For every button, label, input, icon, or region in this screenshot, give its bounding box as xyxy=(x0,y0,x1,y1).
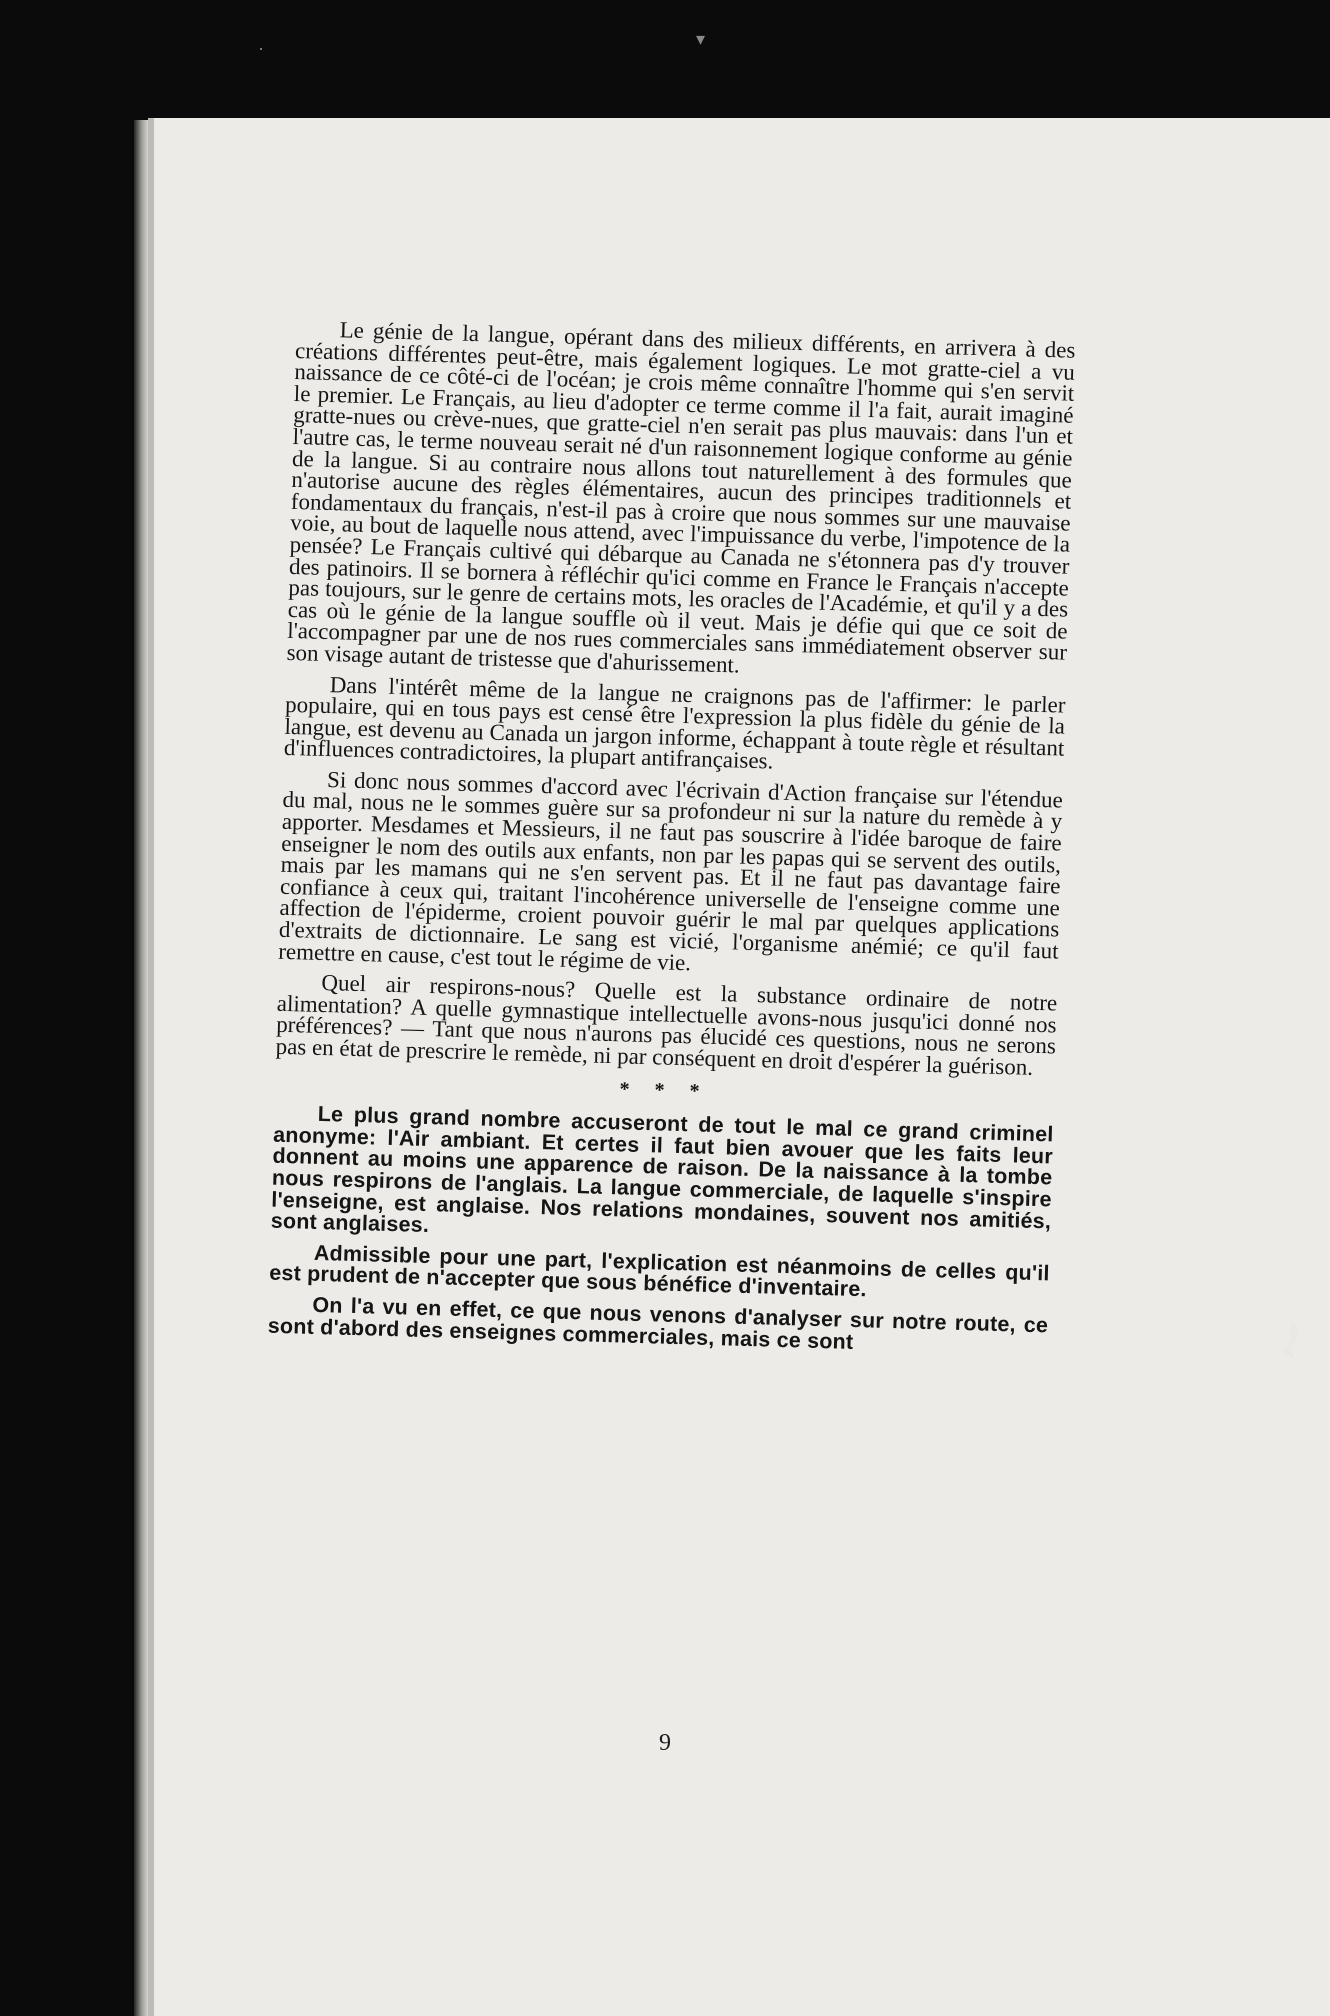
paragraph: Admissible pour une part, l'explication est néanmoins de celles qu'il est prudent de n'accepter que sous bénéfice d'inventaire. xyxy=(268,1240,1050,1302)
section-separator: * * * xyxy=(619,1077,710,1103)
paragraph: Dans l'intérêt même de la langue ne craignons pas de l'affirmer: le parler populaire, qui en tous pays est censé être l'expression la plus fidèle du génie de la langue, est devenu au Canada un jargon informe, échappant à toute règle et résultant d'influences contradictoires, la plupart antifrançaises. xyxy=(283,671,1066,774)
paragraph: Si donc nous sommes d'accord avec l'écrivain d'Action française sur l'étendue du mal, nous ne le sommes guère sur sa profondeur ni sur la nature du remède à y apporter. Mesdames et Messieurs, il ne faut pas souscrire à l'idée baroque de faire enseigner le nom des outils aux enfants, non par les papas qui se servent des outils, mais par les mamans qui ne s'en servent pas. Et il ne faut pas davantage faire confiance à ceux qui, traitant l'incohérence universelle de l'enseigne comme une affection de l'épiderme, croient pouvoir guérir le mal par quelques applications d'extraits de dictionnaire. Le sang est vicié, l'organisme anémié; ce qu'il faut remettre en cause, c'est tout le régime de vie. xyxy=(277,766,1064,975)
scan-speck: ▾ xyxy=(696,29,706,49)
body-text xyxy=(267,318,1075,1368)
paragraph: Le plus grand nombre accuseront de tout le mal ce grand criminel anonyme: l'Air ambiant. Et certes il faut bien avouer que les faits leur donnent au moins une apparence de raison. De la naissance à la tombe nous respirons de l'anglais. La langue commerciale, de laquelle s'inspire l'enseigne, est anglaise. Nos relations mondaines, souvent nos amitiés, sont anglaises. xyxy=(270,1102,1054,1238)
paragraph: On l'a vu en effet, ce que nous venons d'analyser sur notre route, ce sont d'abord des enseignes commerciales, mais ce sont xyxy=(267,1292,1049,1354)
scan-speck: · xyxy=(258,39,264,59)
paragraph: Quel air respirons-nous? Quelle est la substance ordinaire de notre alimentation? A quelle gymnastique intellectuelle avons-nous jusqu'ici donné nos préférences? — Tant que nous n'aurons pas élucidé ces questions, nous ne serons pas en état de prescrire le remède, ni par conséquent en droit d'espérer la guérison. xyxy=(275,970,1058,1080)
paragraph: Le génie de la langue, opérant dans des milieux différents, en arrivera à des créations différentes peut-être, mais également logiques. Le mot gratte-ciel a vu naissance de ce côté-ci de l'océan; je crois même connaître l'homme qui s'en servit le premier. Le Français, au lieu d'adopter ce terme comme il l'a fait, aurait imaginé gratte-nues ou crève-nues, que gratte-ciel n'en serait pas plus mauvais: dans l'un et l'autre cas, le terme nouveau serait né d'un raisonnement logique conforme au génie de la langue. Si au contraire nous allons tout naturellement à des formules que n'autorise aucune des règles élémentaires, aucun des principes traditionnels et fondamentaux du français, n'est-il pas à croire que nous sommes sur une mauvaise voie, au bout de laquelle nous attend, avec l'impuissance du verbe, l'impotence de la pensée? Le Français cultivé qui débarque au Canada ne s'étonnera pas d'y trouver des patinoirs. Il se bornera à réfléchir qu'ici comme en France le Français n'accepte pas toujours, sur le genre de certains mots, les oracles de l'Académie, et qu'il y a des cas où le génie de la langue souffle où il veut. Mais je défie qui que ce soit de l'accompagner par une de nos rues commerciales sans immédiatement observer sur son visage autant de tristesse que d'ahurissement. xyxy=(286,317,1076,678)
page-number: 9 xyxy=(659,1730,671,1756)
margin-ink-mark xyxy=(1280,1318,1302,1358)
